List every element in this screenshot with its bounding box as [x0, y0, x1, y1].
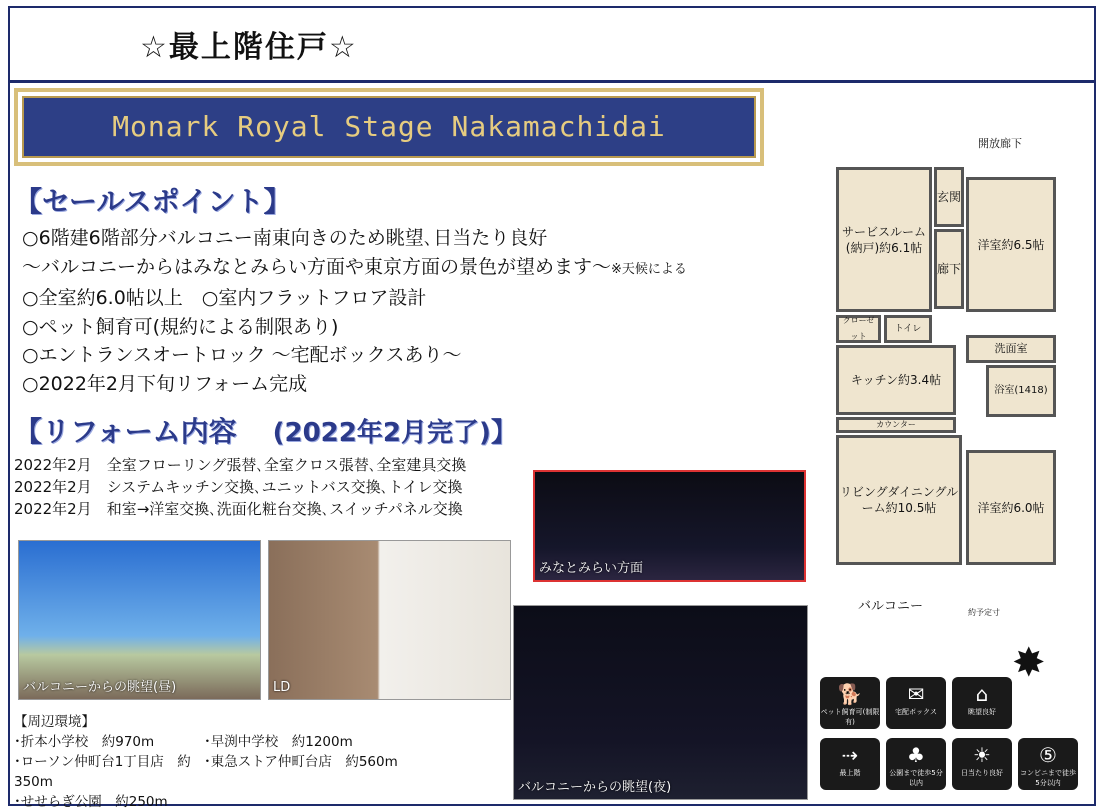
sales-point-item: ○全室約6.0帖以上 ○室内フラットフロア設計 [22, 287, 427, 309]
washroom: 洗面室 [966, 335, 1056, 363]
bathroom: 浴室(1418) [986, 365, 1056, 417]
balcony-label: バルコニー [858, 599, 924, 614]
counter: カウンター [836, 417, 956, 433]
sales-points-list [22, 224, 687, 398]
weather-note: ※天候による [611, 261, 687, 277]
living-dining-room: リビングダイニングルーム約10.5帖 [836, 435, 962, 565]
property-name: Monark Royal Stage Nakamachidai [112, 110, 666, 143]
delivery-box-icon: ✉ 宅配ボックス [886, 677, 946, 729]
surroundings-item: ･ローソン仲町台1丁目店 約350m [14, 754, 191, 790]
reform-item: 2022年2月 全室フローリング張替､全室クロス張替､全室建具交換 [14, 456, 467, 474]
minatomirai-night-photo [533, 470, 806, 582]
convenience-store-icon: ⑤ コンビニまで徒歩5分以内 [1018, 738, 1078, 790]
surroundings-item: ･せせらぎ公園 約250m [14, 794, 168, 810]
sales-point-item: ○エントランスオートロック ～宅配ボックスあり～ [22, 344, 462, 366]
sales-points-heading: 【セールスポイント】 [14, 185, 292, 218]
entrance: 玄関 [934, 167, 964, 227]
balcony-night-photo [513, 605, 808, 800]
western-room-1: 洋室約6.5帖 [966, 177, 1056, 312]
surroundings-heading: 【周辺環境】 [14, 714, 95, 730]
sunlight-icon: ☀ 日当たり良好 [952, 738, 1012, 790]
kitchen: キッチン約3.4帖 [836, 345, 956, 415]
living-dining-photo [268, 540, 511, 700]
sales-point-item: ○6階建6階部分バルコニー南東向きのため眺望､日当たり良好 [22, 227, 548, 249]
service-room: サービスルーム(納戸)約6.1帖 [836, 167, 932, 312]
sales-point-item: ～バルコニーからはみなとみらい方面や東京方面の景色が望めます～※天候による [22, 255, 687, 278]
surroundings-item: ･折本小学校 約970m [14, 734, 155, 750]
floor-plan [818, 95, 1068, 635]
surroundings-item: ･東急ストア仲町台店 約560m [204, 754, 398, 770]
sales-point-item: ○2022年2月下旬リフォーム完成 [22, 372, 308, 395]
compass-icon: ✸ [1012, 640, 1046, 686]
surroundings-item: ･早渕中学校 約1200m [204, 734, 353, 750]
photo-caption: LD [273, 680, 291, 695]
western-room-2: 洋室約6.0帖 [966, 450, 1056, 565]
photo-caption: バルコニーからの眺望(昼) [23, 680, 177, 695]
top-floor-icon: ⇢ 最上階 [820, 738, 880, 790]
reform-list [14, 454, 466, 520]
park-icon: ♣ 公園まで徒歩5分以内 [886, 738, 946, 790]
sales-point-item: ○ペット飼育可(規約による制限あり) [22, 315, 339, 338]
dimension-note: 約予定寸 [968, 608, 1000, 617]
reform-date: (2022年2月完了)】 [272, 418, 517, 448]
reform-heading: 【リフォーム内容 (2022年2月完了)】 [14, 415, 517, 448]
photo-caption: バルコニーからの眺望(夜) [518, 780, 672, 795]
hallway: 廊下 [934, 229, 964, 309]
header-divider [8, 80, 1096, 83]
reform-item: 2022年2月 和室→洋室交換､洗面化粧台交換､スイッチパネル交換 [14, 500, 463, 518]
balcony-day-photo [18, 540, 261, 700]
surroundings [14, 712, 444, 812]
photo-caption: みなとみらい方面 [539, 561, 644, 576]
pet-icon: 🐕 ペット飼育可(制限有) [820, 677, 880, 729]
property-name-banner [14, 88, 764, 166]
closet: クローゼット [836, 315, 881, 343]
corridor-label: 開放廊下 [978, 137, 1022, 150]
page-title: ☆最上階住戸☆ [140, 30, 358, 65]
view-icon: ⌂ 眺望良好 [952, 677, 1012, 729]
toilet: トイレ [884, 315, 932, 343]
reform-item: 2022年2月 システムキッチン交換､ユニットバス交換､トイレ交換 [14, 478, 463, 496]
